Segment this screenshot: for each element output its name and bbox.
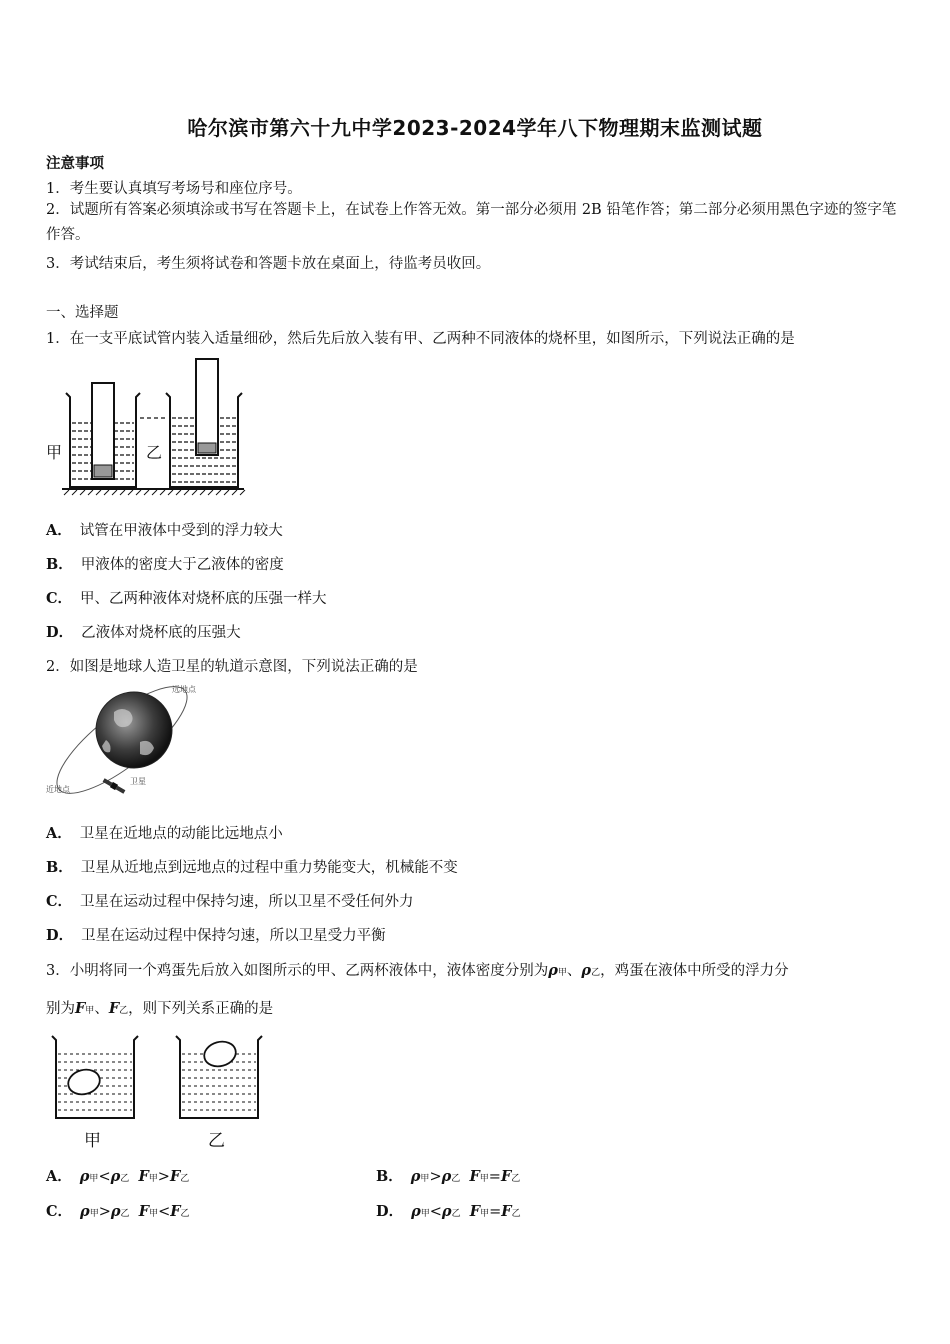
- q1-option-b: [46, 553, 284, 574]
- q1-beakers-figure: [44, 355, 254, 500]
- page-title: 哈尔滨市第六十九中学2023-2024学年八下物理期末监测试题: [187, 116, 763, 140]
- option-text: 甲液体的密度大于乙液体的密度: [80, 557, 284, 573]
- q2-stem: 2．如图是地球人造卫星的轨道示意图，下列说法正确的是: [46, 659, 418, 675]
- q2-apogee-label: 远地点: [172, 685, 196, 694]
- q3-cups-figure: [48, 1032, 268, 1124]
- q2-option-d: [46, 924, 386, 945]
- option-text: 试管在甲液体中受到的浮力较大: [79, 523, 283, 539]
- option-text: 乙液体对烧杯底的压强大: [81, 625, 241, 641]
- q2-option-b: [46, 856, 458, 877]
- option-label: C．: [46, 590, 73, 607]
- notice-item-3: 3．考试结束后，考生须将试卷和答题卡放在桌面上，待监考员收回。: [46, 256, 491, 272]
- q3-label-yi: 乙: [208, 1131, 225, 1151]
- q3-label-jia: 甲: [84, 1131, 101, 1151]
- q3-option-c: C． ρ甲>ρ乙 F甲<F乙: [46, 1203, 190, 1220]
- q2-perigee-label: 近地点: [46, 785, 70, 794]
- option-text: 卫星从近地点到远地点的过程中重力势能变大，机械能不变: [80, 860, 458, 876]
- option-label: B．: [46, 859, 73, 876]
- q2-orbit-figure: [44, 682, 204, 800]
- q1-label-jia: 甲: [46, 443, 63, 462]
- notice-item-2: 2．试题所有答案必须填涂或书写在答题卡上，在试卷上作答无效。第一部分必须用 2B 铅笔作答；第二部分必须用黑色字迹的签字笔作答。: [46, 202, 897, 243]
- option-label: D．: [46, 927, 74, 944]
- q3-stem-line2: 别为F甲、F乙，则下列关系正确的是: [46, 1000, 274, 1017]
- option-label: B．: [46, 556, 73, 573]
- q1-label-yi: 乙: [146, 443, 163, 462]
- option-label: D．: [46, 624, 74, 641]
- option-label: A．: [46, 522, 72, 539]
- q2-satellite-label: 卫星: [130, 777, 146, 786]
- notice-heading: 注意事项: [46, 155, 104, 172]
- q3-option-b: B． ρ甲>ρ乙 F甲=F乙: [376, 1168, 521, 1185]
- option-label: C．: [46, 893, 73, 910]
- q1-option-a: [46, 519, 283, 540]
- q3-stem-line1: 3．小明将同一个鸡蛋先后放入如图所示的甲、乙两杯液体中，液体密度分别为ρ甲、ρ乙，鸡蛋在液体中所受的浮力分: [46, 962, 789, 979]
- notice-item-1: 1．考生要认真填写考场号和座位序号。: [46, 181, 302, 197]
- q3-option-a: A． ρ甲<ρ乙 F甲>F乙: [46, 1168, 190, 1185]
- q1-option-c: [46, 587, 327, 608]
- option-text: 卫星在近地点的动能比远地点小: [79, 826, 283, 842]
- section-heading: 一、选择题: [46, 305, 119, 321]
- q1-stem: 1．在一支平底试管内装入适量细砂，然后先后放入装有甲、乙两种不同液体的烧杯里，如图所示，下列说法正确的是: [46, 331, 795, 347]
- option-text: 卫星在运动过程中保持匀速，所以卫星不受任何外力: [80, 894, 414, 910]
- option-text: 甲、乙两种液体对烧杯底的压强一样大: [80, 591, 327, 607]
- q2-option-a: [46, 822, 283, 843]
- option-label: A．: [46, 825, 72, 842]
- q2-option-c: [46, 890, 414, 911]
- q1-option-d: [46, 621, 241, 642]
- option-text: 卫星在运动过程中保持匀速，所以卫星受力平衡: [81, 928, 386, 944]
- q3-option-d: D． ρ甲<ρ乙 F甲=F乙: [376, 1203, 521, 1220]
